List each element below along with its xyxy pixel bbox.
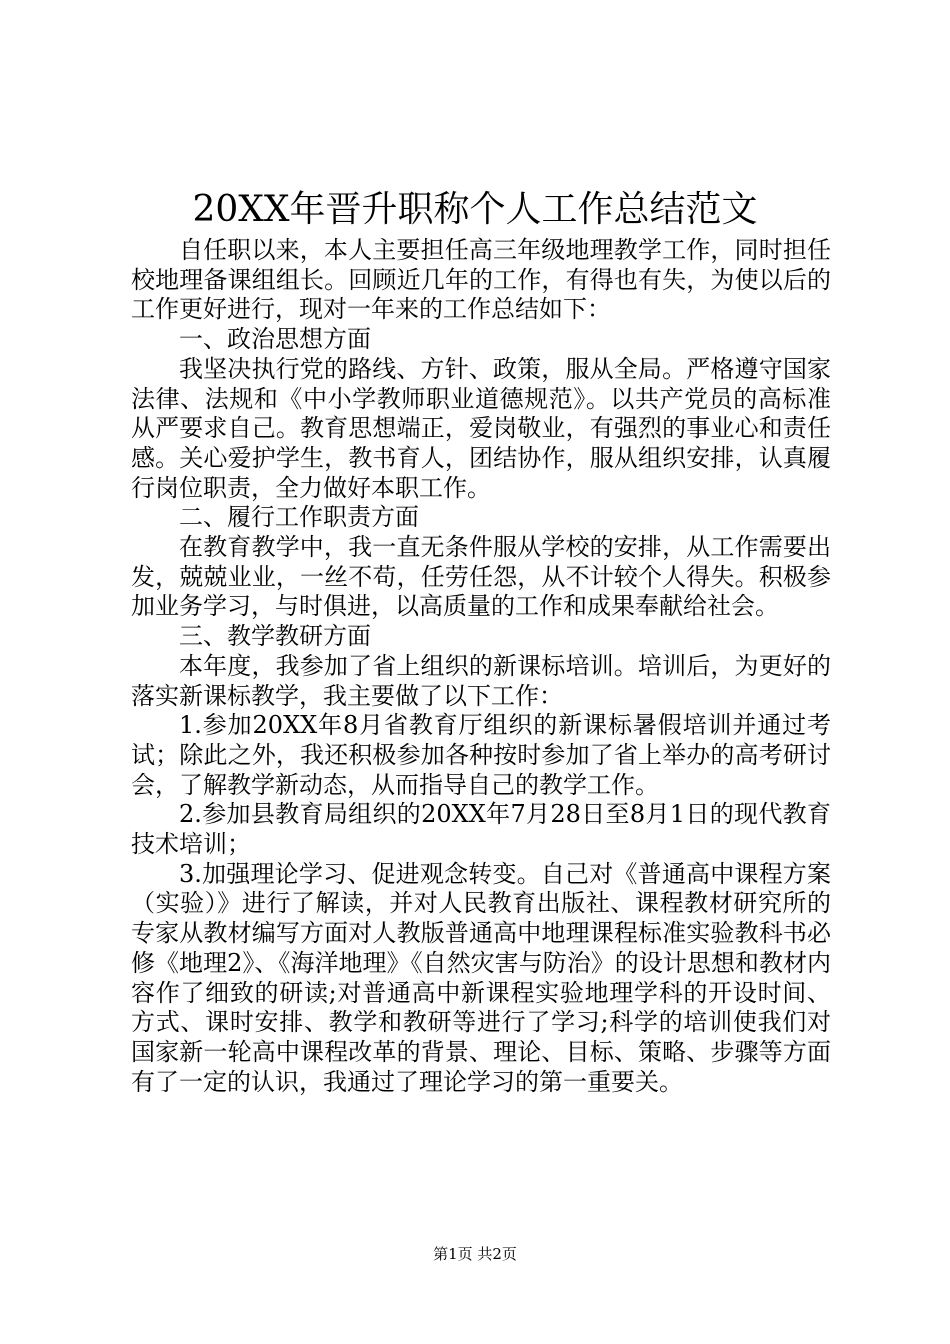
list-item-2: 2.参加县教育局组织的20XX年7月28日至8月1日的现代教育技术培训； bbox=[131, 800, 831, 859]
section-heading-politics: 一、政治思想方面 bbox=[179, 325, 371, 354]
section-heading-duties: 二、履行工作职责方面 bbox=[179, 503, 419, 532]
paragraph-duties: 在教育教学中，我一直无条件服从学校的安排，从工作需要出发，兢兢业业，一丝不苟，任劳任怨，从不计较个人得失。积极参加业务学习，与时俱进，以高质量的工作和成果奉献给社会。 bbox=[131, 533, 831, 621]
document-title: 20XX年晋升职称个人工作总结范文 bbox=[192, 189, 758, 230]
paragraph-intro: 自任职以来，本人主要担任高三年级地理教学工作，同时担任校地理备课组组长。回顾近几年的工作，有得也有失，为使以后的工作更好进行，现对一年来的工作总结如下： bbox=[131, 236, 831, 324]
section-heading-teaching: 三、教学教研方面 bbox=[179, 622, 371, 651]
page-footer: 第1页 共2页 bbox=[433, 1245, 517, 1263]
document-body bbox=[131, 236, 831, 1097]
paragraph-teaching: 本年度，我参加了省上组织的新课标培训。培训后，为更好的落实新课标教学，我主要做了以下工作： bbox=[131, 651, 831, 710]
list-item-1: 1.参加20XX年8月省教育厅组织的新课标暑假培训并通过考试；除此之外，我还积极参加各种按时参加了省上举办的高考研讨会，了解教学新动态，从而指导自己的教学工作。 bbox=[131, 711, 831, 799]
list-item-3: 3.加强理论学习、促进观念转变。自己对《普通高中课程方案（实验）》进行了解读，并对人民教育出版社、课程教材研究所的专家从教材编写方面对人教版普通高中地理课程标准实验教科书必修《地理2》、《海洋地理》《自然灾害与防治》的设计思想和教材内容作了细致的研读;对普通高中新课程实验地理学科的开设时间、方式、课时安排、教学和教研等进行了学习;科学的培训使我们对国家新一轮高中课程改革的背景、理论、目标、策略、步骤等方面有了一定的认识，我通过了理论学习的第一重要关。 bbox=[131, 859, 831, 1096]
paragraph-politics: 我坚决执行党的路线、方针、政策，服从全局。严格遵守国家法律、法规和《中小学教师职业道德规范》。以共产党员的高标准从严要求自己。教育思想端正，爱岗敬业，有强烈的事业心和责任感。关心爱护学生，教书育人，团结协作，服从组织安排，认真履行岗位职责，全力做好本职工作。 bbox=[131, 354, 831, 502]
